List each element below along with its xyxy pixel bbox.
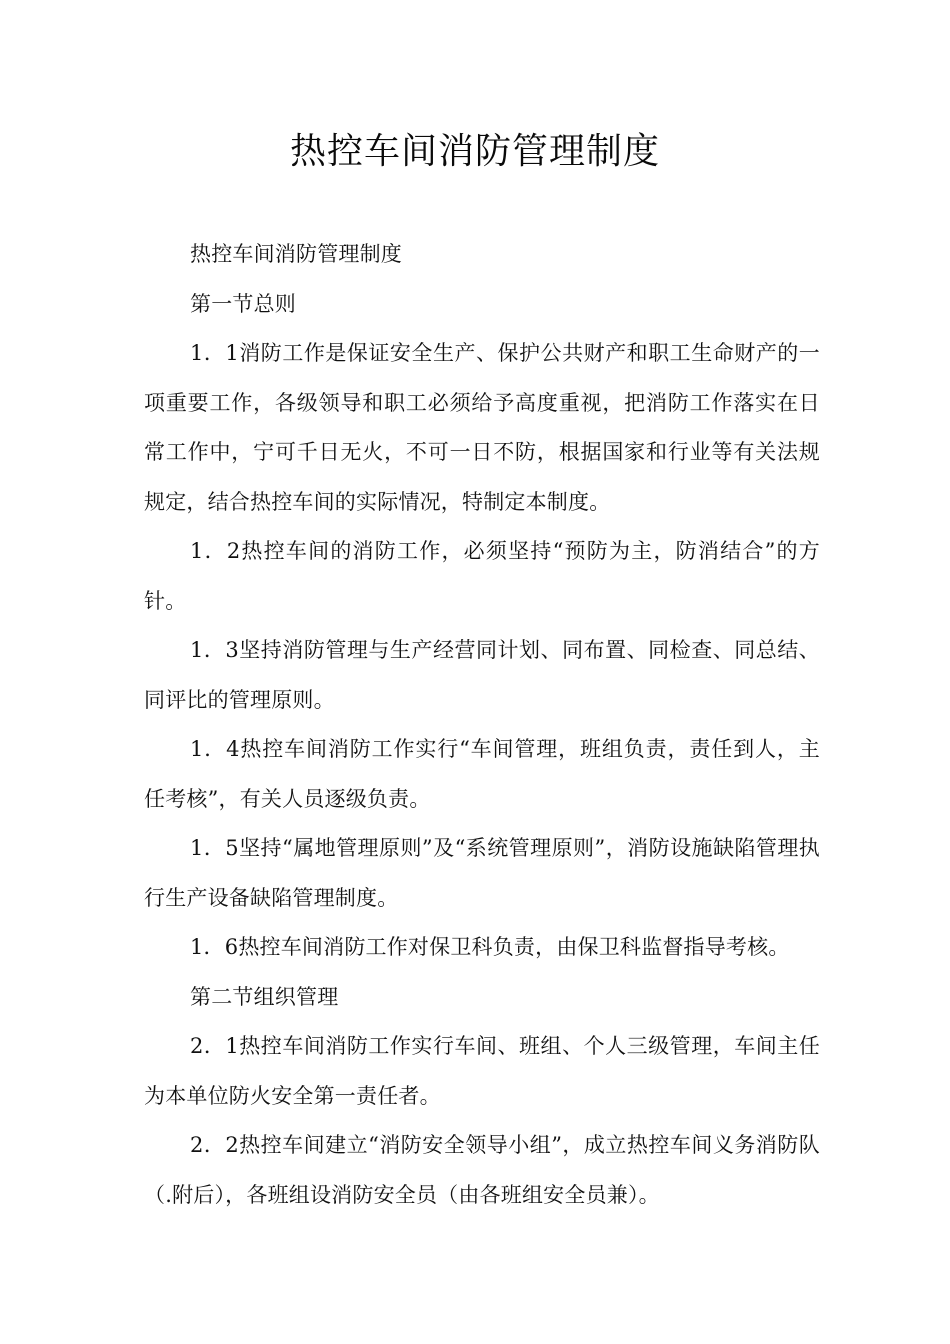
paragraph-1-1: 1．1消防工作是保证安全生产、保护公共财产和职工生命财产的一项重要工作，各级领导和职工必须给予高度重视，把消防工作落实在日常工作中，宁可千日无火，不可一日不防，根据国家和行业等有关法规规定，结合热控车间的实际情况，特制定本制度。: [144, 341, 820, 514]
document-title: 热控车间消防管理制度: [289, 131, 660, 172]
paragraph-1-5: 1．5坚持“属地管理原则”及“系统管理原则”，消防设施缺陷管理执行生产设备缺陷管理制度。: [144, 836, 820, 910]
paragraph-1-4: 1．4热控车间消防工作实行“车间管理，班组负责，责任到人，主任考核”，有关人员逐级负责。: [144, 737, 820, 811]
paragraph-2-1: 2．1热控车间消防工作实行车间、班组、个人三级管理，车间主任为本单位防火安全第一责任者。: [144, 1034, 820, 1108]
paragraph-2-2: 2．2热控车间建立“消防安全领导小组”，成立热控车间义务消防队（.附后），各班组设消防安全员（由各班组安全员兼）。: [144, 1133, 820, 1207]
paragraph-subtitle: 热控车间消防管理制度: [190, 242, 402, 266]
document-body: [144, 230, 820, 1220]
paragraph-1-6: 1．6热控车间消防工作对保卫科负责，由保卫科监督指导考核。: [190, 935, 790, 959]
paragraph-1-2: 1．2热控车间的消防工作，必须坚持“预防为主，防消结合”的方针。: [144, 539, 820, 613]
paragraph-1-3: 1．3坚持消防管理与生产经营同计划、同布置、同检查、同总结、同评比的管理原则。: [144, 638, 820, 712]
section-heading-2: 第二节组织管理: [190, 984, 339, 1009]
section-heading-1: 第一节总则: [190, 291, 296, 316]
